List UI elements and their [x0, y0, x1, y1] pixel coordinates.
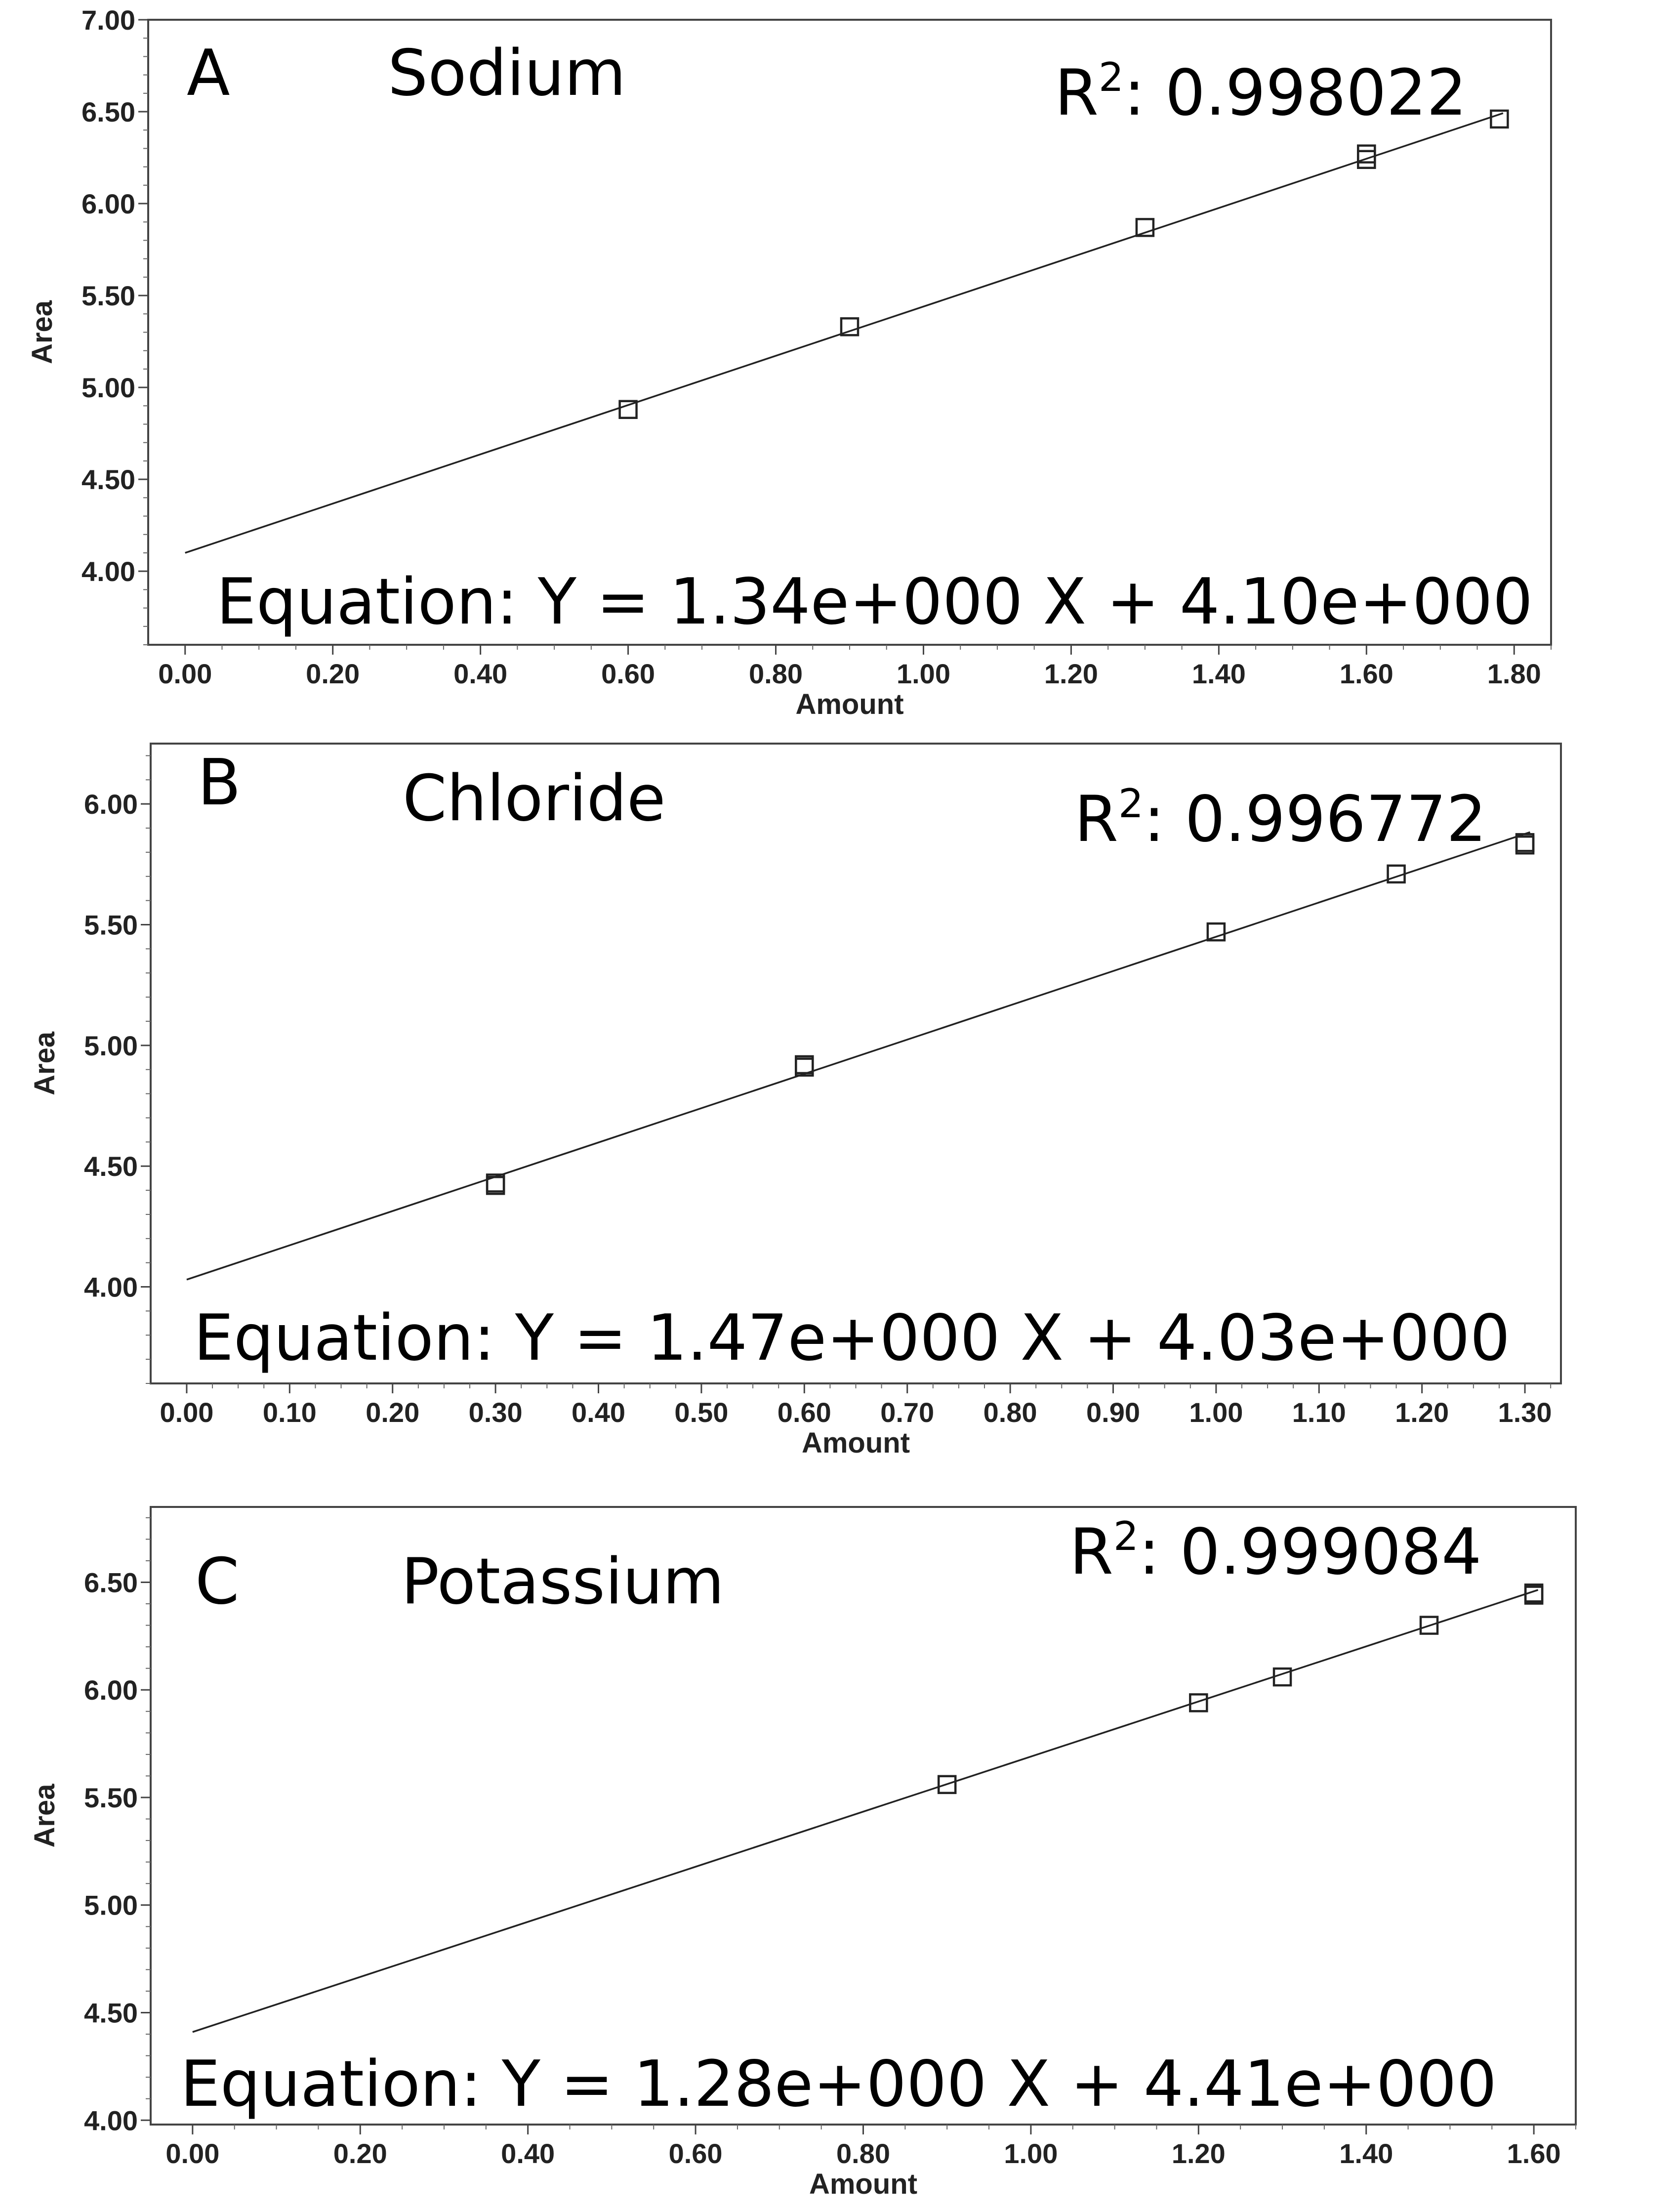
x-tick-label: 0.20	[333, 2138, 387, 2169]
r-squared-symbol: R	[1074, 783, 1118, 856]
chart-title: Sodium	[388, 37, 626, 110]
y-tick-label: 4.50	[84, 1151, 138, 1182]
x-axis-label: Amount	[801, 1427, 910, 1459]
x-tick-label: 0.80	[836, 2138, 890, 2169]
r-squared-superscript: 2	[1113, 1513, 1139, 1559]
x-tick-label: 1.60	[1507, 2138, 1561, 2169]
x-tick-label: 0.80	[749, 658, 803, 689]
r-squared-value: : 0.998022	[1123, 56, 1467, 130]
x-tick-label: 1.00	[1004, 2138, 1058, 2169]
x-tick-label: 0.40	[453, 658, 508, 689]
equation-label: Equation: Y = 1.34e+000 X + 4.10e+000	[216, 565, 1533, 639]
regression-line	[193, 1590, 1538, 2032]
x-axis-label: Amount	[809, 2168, 918, 2200]
y-tick-label: 5.00	[84, 1889, 138, 1921]
equation-label: Equation: Y = 1.28e+000 X + 4.41e+000	[180, 2047, 1497, 2121]
y-tick-label: 5.50	[82, 280, 135, 312]
x-tick-label: 0.60	[601, 658, 655, 689]
x-tick-label: 0.20	[306, 658, 360, 689]
chart-title: Chloride	[403, 762, 666, 835]
x-tick-label: 1.10	[1292, 1397, 1346, 1428]
y-tick-label: 5.50	[84, 1782, 138, 1813]
chart-title: Potassium	[401, 1545, 725, 1619]
x-tick-label: 1.00	[1189, 1397, 1243, 1428]
x-tick-label: 0.00	[160, 1397, 214, 1428]
x-tick-label: 1.80	[1487, 658, 1541, 689]
r-squared-value: : 0.996772	[1143, 783, 1487, 856]
chart-panel-b	[29, 744, 1561, 1459]
x-tick-label: 0.00	[158, 658, 212, 689]
y-tick-label: 4.00	[82, 556, 135, 587]
x-tick-label: 0.60	[777, 1397, 831, 1428]
plot-frame	[151, 1507, 1576, 2125]
x-tick-label: 1.40	[1339, 2138, 1393, 2169]
y-tick-label: 6.00	[82, 188, 135, 220]
r-squared-label	[1074, 781, 1486, 856]
y-tick-label: 4.00	[84, 1271, 138, 1303]
x-tick-label: 0.20	[366, 1397, 420, 1428]
x-tick-label: 0.10	[262, 1397, 317, 1428]
r-squared-value: : 0.999084	[1138, 1515, 1482, 1589]
y-tick-label: 6.00	[84, 1674, 138, 1706]
panel-letter: A	[187, 37, 230, 110]
x-tick-label: 0.80	[983, 1397, 1037, 1428]
x-tick-label: 0.60	[668, 2138, 723, 2169]
x-tick-label: 0.50	[674, 1397, 729, 1428]
y-tick-label: 5.00	[84, 1030, 138, 1061]
x-tick-label: 0.40	[501, 2138, 555, 2169]
data-point	[1274, 1669, 1291, 1685]
x-tick-label: 1.20	[1171, 2138, 1226, 2169]
y-axis-label: Area	[29, 1032, 61, 1095]
x-axis-label: Amount	[795, 688, 904, 720]
x-tick-label: 1.60	[1339, 658, 1393, 689]
equation-label: Equation: Y = 1.47e+000 X + 4.03e+000	[194, 1301, 1511, 1375]
x-tick-label: 1.20	[1044, 658, 1098, 689]
x-tick-label: 0.00	[165, 2138, 220, 2169]
x-tick-label: 1.00	[896, 658, 950, 689]
x-tick-label: 1.20	[1395, 1397, 1449, 1428]
panel-letter: C	[195, 1545, 240, 1619]
y-tick-label: 6.00	[84, 789, 138, 820]
r-squared-symbol: R	[1055, 56, 1099, 130]
regression-line	[187, 832, 1530, 1280]
y-axis-label: Area	[29, 1784, 61, 1848]
y-tick-label: 7.00	[82, 4, 135, 36]
y-tick-label: 6.50	[84, 1567, 138, 1598]
data-point	[1491, 111, 1508, 127]
x-tick-label: 0.70	[880, 1397, 935, 1428]
r-squared-symbol: R	[1069, 1515, 1113, 1589]
r-squared-label	[1069, 1513, 1481, 1589]
r-squared-superscript: 2	[1098, 54, 1124, 100]
panel-letter: B	[198, 746, 241, 820]
y-tick-label: 5.00	[82, 372, 135, 404]
chart-panel-c	[29, 1507, 1576, 2200]
y-tick-label: 4.00	[84, 2105, 138, 2136]
x-tick-label: 1.40	[1191, 658, 1246, 689]
y-tick-label: 4.50	[84, 1997, 138, 2029]
x-tick-label: 0.90	[1086, 1397, 1140, 1428]
x-tick-label: 0.40	[572, 1397, 626, 1428]
y-tick-label: 4.50	[82, 464, 135, 496]
y-tick-label: 5.50	[84, 909, 138, 941]
y-tick-label: 6.50	[82, 96, 135, 128]
r-squared-superscript: 2	[1118, 781, 1144, 827]
regression-line	[185, 113, 1503, 553]
r-squared-label	[1055, 54, 1467, 130]
y-axis-label: Area	[26, 300, 58, 364]
x-tick-label: 1.30	[1498, 1397, 1552, 1428]
x-tick-label: 0.30	[468, 1397, 523, 1428]
chart-panel-a	[26, 4, 1551, 720]
